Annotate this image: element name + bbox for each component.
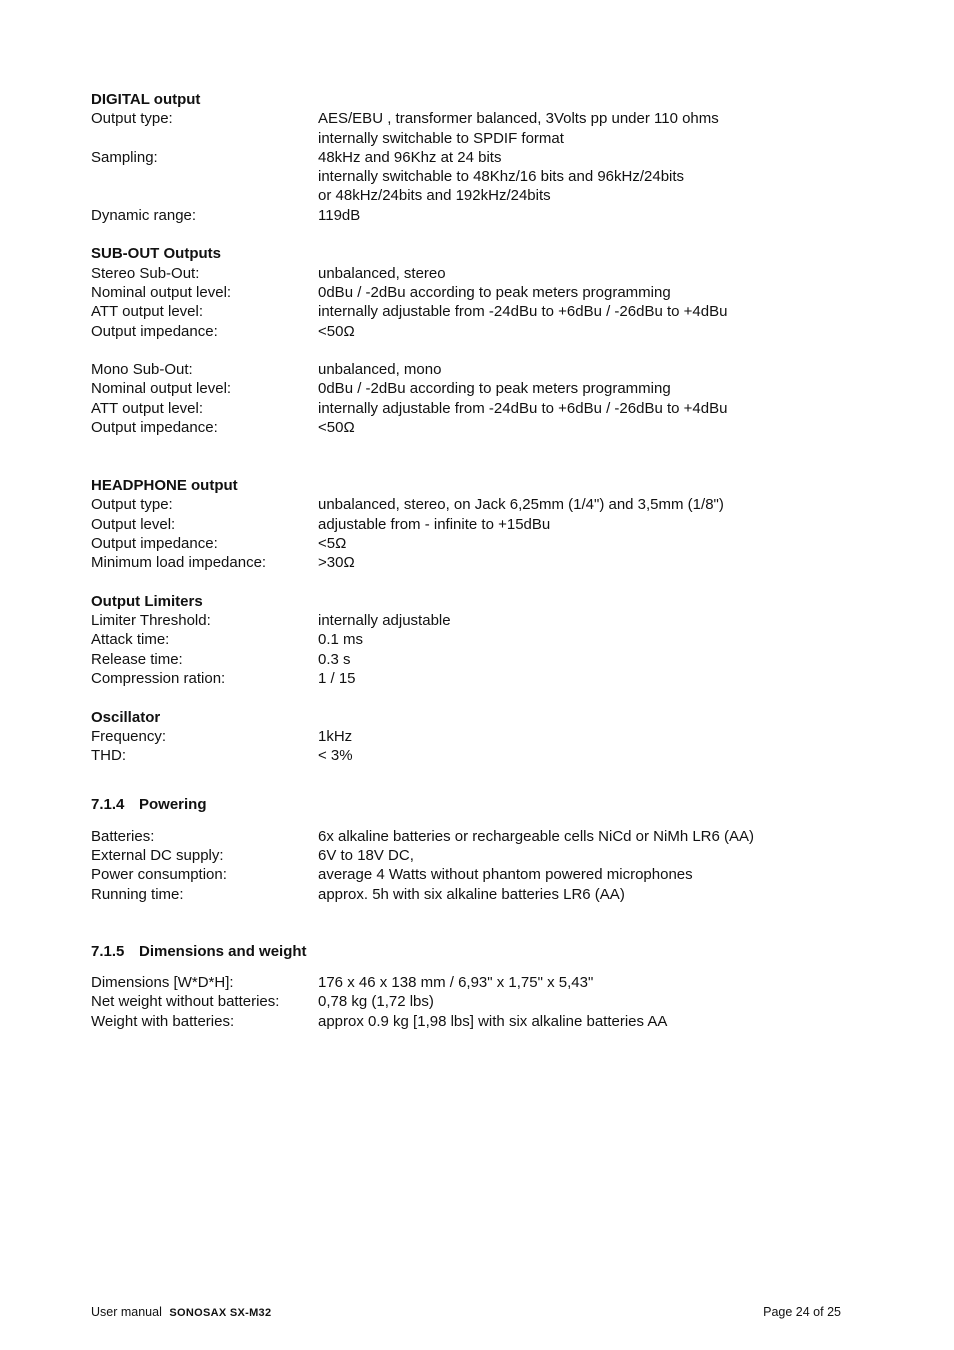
spec-label: Minimum load impedance: xyxy=(91,554,267,572)
spec-label: Dimensions [W*D*H]: xyxy=(91,974,234,992)
spec-row xyxy=(91,727,891,746)
spec-label: Stereo Sub-Out: xyxy=(91,264,200,282)
value-line: or 48kHz/24bits and 192kHz/24bits xyxy=(318,187,551,205)
spec-row xyxy=(91,264,891,283)
spec-row xyxy=(91,827,891,846)
output-limiters-section xyxy=(91,592,891,688)
spec-value: 0,78 kg (1,72 lbs) xyxy=(318,993,434,1011)
spec-value: 176 x 46 x 138 mm / 6,93" x 1,75" x 5,43" xyxy=(318,974,594,992)
spec-value xyxy=(318,109,891,148)
spec-row xyxy=(91,322,891,341)
oscillator-section xyxy=(91,708,891,766)
footer-brand: SONOSAX SX-M32 xyxy=(169,1307,272,1319)
spec-row xyxy=(91,846,891,865)
spec-label: Weight with batteries: xyxy=(91,1012,235,1030)
spec-row xyxy=(91,992,891,1011)
spec-row xyxy=(91,302,891,321)
spec-row xyxy=(91,885,891,904)
spec-label: ATT output level: xyxy=(91,399,204,417)
spec-value: 6x alkaline batteries or rechargeable cells NiCd or NiMh LR6 (AA) xyxy=(318,827,755,845)
section-heading xyxy=(91,942,891,961)
spec-value: internally adjustable from -24dBu to +6dBu / -26dBu to +4dBu xyxy=(318,399,728,417)
section-heading-text: Powering xyxy=(139,796,207,814)
spec-label: Nominal output level: xyxy=(91,283,232,301)
spec-label: Output type: xyxy=(91,110,173,128)
spec-row xyxy=(91,148,891,206)
spec-label: Limiter Threshold: xyxy=(91,612,211,630)
spec-row xyxy=(91,611,891,630)
spec-value: unbalanced, stereo, on Jack 6,25mm (1/4") and 3,5mm (1/8") xyxy=(318,496,724,514)
footer-manual-label: User manual xyxy=(91,1305,162,1319)
spec-value: 0.3 s xyxy=(318,650,351,668)
spec-label: Mono Sub-Out: xyxy=(91,361,193,379)
spec-row xyxy=(91,630,891,649)
spec-row xyxy=(91,650,891,669)
spec-label: Attack time: xyxy=(91,631,170,649)
spec-label: Output impedance: xyxy=(91,322,218,340)
section-title: SUB-OUT Outputs xyxy=(91,245,221,263)
spec-label: Power consumption: xyxy=(91,866,227,884)
spec-value: <50Ω xyxy=(318,419,355,437)
dimensions-section xyxy=(91,942,891,1031)
spec-value: < 3% xyxy=(318,747,353,765)
spec-value: 1 / 15 xyxy=(318,669,356,687)
spec-value: 0dBu / -2dBu according to peak meters programming xyxy=(318,283,671,301)
spec-row xyxy=(91,515,891,534)
value-line: internally switchable to 48Khz/16 bits and 96kHz/24bits xyxy=(318,168,685,186)
spec-row xyxy=(91,865,891,884)
section-title: Output Limiters xyxy=(91,592,203,610)
spec-row xyxy=(91,1012,891,1031)
spec-row xyxy=(91,379,891,398)
spec-label: Running time: xyxy=(91,885,184,903)
page-footer xyxy=(91,1304,841,1321)
spec-label: Frequency: xyxy=(91,727,167,745)
spec-row xyxy=(91,283,891,302)
spec-label: Nominal output level: xyxy=(91,380,232,398)
spec-page xyxy=(91,90,891,1031)
headphone-output-section xyxy=(91,476,891,572)
spec-row xyxy=(91,534,891,553)
spec-value: average 4 Watts without phantom powered microphones xyxy=(318,866,693,884)
value-line: 48kHz and 96Khz at 24 bits xyxy=(318,148,502,166)
spec-label: Output level: xyxy=(91,515,176,533)
spec-label: Sampling: xyxy=(91,148,158,166)
section-heading xyxy=(91,795,891,814)
spec-row xyxy=(91,399,891,418)
powering-section xyxy=(91,795,891,903)
value-line: AES/EBU , transformer balanced, 3Volts pp under 110 ohms xyxy=(318,110,719,128)
section-number: 7.1.4 xyxy=(91,796,125,814)
spec-value xyxy=(318,206,891,225)
spec-row xyxy=(91,109,891,148)
spec-value xyxy=(318,148,891,206)
spec-value: <50Ω xyxy=(318,322,355,340)
spec-label: THD: xyxy=(91,747,126,765)
spec-value: <5Ω xyxy=(318,534,347,552)
spec-label: Output impedance: xyxy=(91,419,218,437)
spec-value: unbalanced, mono xyxy=(318,361,442,379)
spec-value: approx. 5h with six alkaline batteries LR6 (AA) xyxy=(318,885,625,903)
sub-out-section xyxy=(91,244,891,437)
spec-row xyxy=(91,746,891,765)
value-line: internally switchable to SPDIF format xyxy=(318,129,564,147)
spec-label: Dynamic range: xyxy=(91,206,197,224)
spec-row xyxy=(91,206,891,225)
section-title: Oscillator xyxy=(91,708,161,726)
spec-label: ATT output level: xyxy=(91,303,204,321)
section-heading-text: Dimensions and weight xyxy=(139,942,307,960)
spec-value: 0.1 ms xyxy=(318,631,364,649)
spec-label: Net weight without batteries: xyxy=(91,993,280,1011)
spec-row xyxy=(91,553,891,572)
section-title: DIGITAL output xyxy=(91,91,201,108)
spec-value: 6V to 18V DC, xyxy=(318,846,414,864)
spec-value: internally adjustable xyxy=(318,612,451,630)
spec-label: Output type: xyxy=(91,496,173,514)
spec-row xyxy=(91,669,891,688)
digital-output-section xyxy=(91,90,891,225)
spec-label: Batteries: xyxy=(91,827,155,845)
spec-label: External DC supply: xyxy=(91,846,224,864)
spec-value: unbalanced, stereo xyxy=(318,264,446,282)
value-line: 119dB xyxy=(318,206,361,224)
spec-row xyxy=(91,495,891,514)
spec-value: >30Ω xyxy=(318,554,355,572)
spec-value: adjustable from - infinite to +15dBu xyxy=(318,515,551,533)
spec-value: 1kHz xyxy=(318,727,353,745)
spec-value: approx 0.9 kg [1,98 lbs] with six alkaline batteries AA xyxy=(318,1012,668,1030)
spec-row xyxy=(91,418,891,437)
spec-row xyxy=(91,973,891,992)
section-title: HEADPHONE output xyxy=(91,476,238,494)
spec-row xyxy=(91,360,891,379)
spec-value: internally adjustable from -24dBu to +6dBu / -26dBu to +4dBu xyxy=(318,303,728,321)
spec-label: Release time: xyxy=(91,650,183,668)
spec-label: Output impedance: xyxy=(91,534,218,552)
section-number: 7.1.5 xyxy=(91,942,125,960)
spec-value: 0dBu / -2dBu according to peak meters programming xyxy=(318,380,671,398)
spec-label: Compression ration: xyxy=(91,669,226,687)
footer-page-number: Page 24 of 25 xyxy=(763,1305,841,1319)
footer-left xyxy=(91,1304,271,1321)
